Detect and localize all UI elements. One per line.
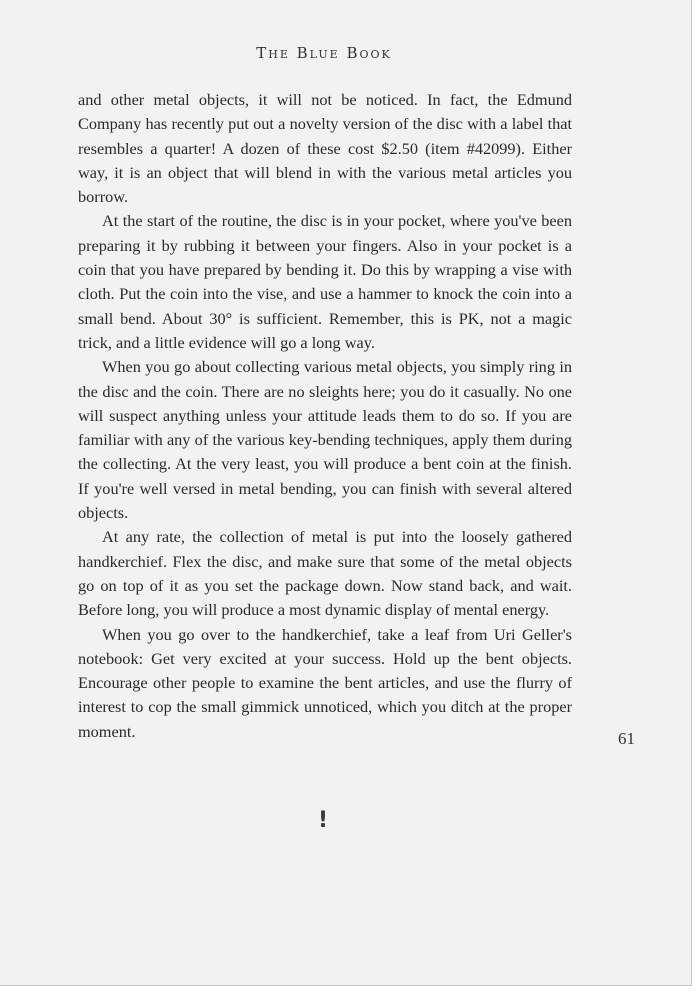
paragraph: At any rate, the collection of metal is put into the loosely gathered handkerchief. Flex the disc, and make sure that some of the metal objects go on top of it as you set the package down. Now stand back, and wait. Before long, you will produce a most dynamic display of mental energy. bbox=[78, 527, 572, 620]
body-text bbox=[78, 88, 572, 744]
section-end-ornament-icon: ! bbox=[317, 808, 329, 833]
paragraph: When you go over to the handkerchief, take a leaf from Uri Geller's notebook: Get very excited at your success. Hold up the bent objects. Encourage other people to examine the bent articles, and use the flurry of interest to cop the small gimmick unnoticed, which you ditch at the proper moment. bbox=[78, 624, 572, 741]
paragraph: and other metal objects, it will not be noticed. In fact, the Edmund Company has recently put out a novelty version of the disc with a label that resembles a quarter! A dozen of these cost $2.50 (item #42099). Either way, it is an object that will blend in with the various metal articles you borrow. bbox=[78, 90, 572, 207]
paragraph: When you go about collecting various metal objects, you simply ring in the disc and the coin. There are no sleights here; you do it casually. No one will suspect anything unless your attitude leads them to do so. If you are familiar with any of the various key-bending techniques, apply them during the collecting. At the very least, you will produce a bent coin at the finish. If you're well versed in metal bending, you can finish with several altered objects. bbox=[78, 357, 572, 523]
page-number: 61 bbox=[618, 729, 635, 748]
running-head: The Blue Book bbox=[256, 44, 392, 62]
paragraph: At the start of the routine, the disc is in your pocket, where you've been preparing it by rubbing it between your fingers. Also in your pocket is a coin that you have prepared by bending it. Do this by wrapping a vise with cloth. Put the coin into the vise, and use a hammer to knock the coin into a small bend. About 30° is sufficient. Remember, this is PK, not a magic trick, and a little evidence will go a long way. bbox=[78, 211, 572, 352]
